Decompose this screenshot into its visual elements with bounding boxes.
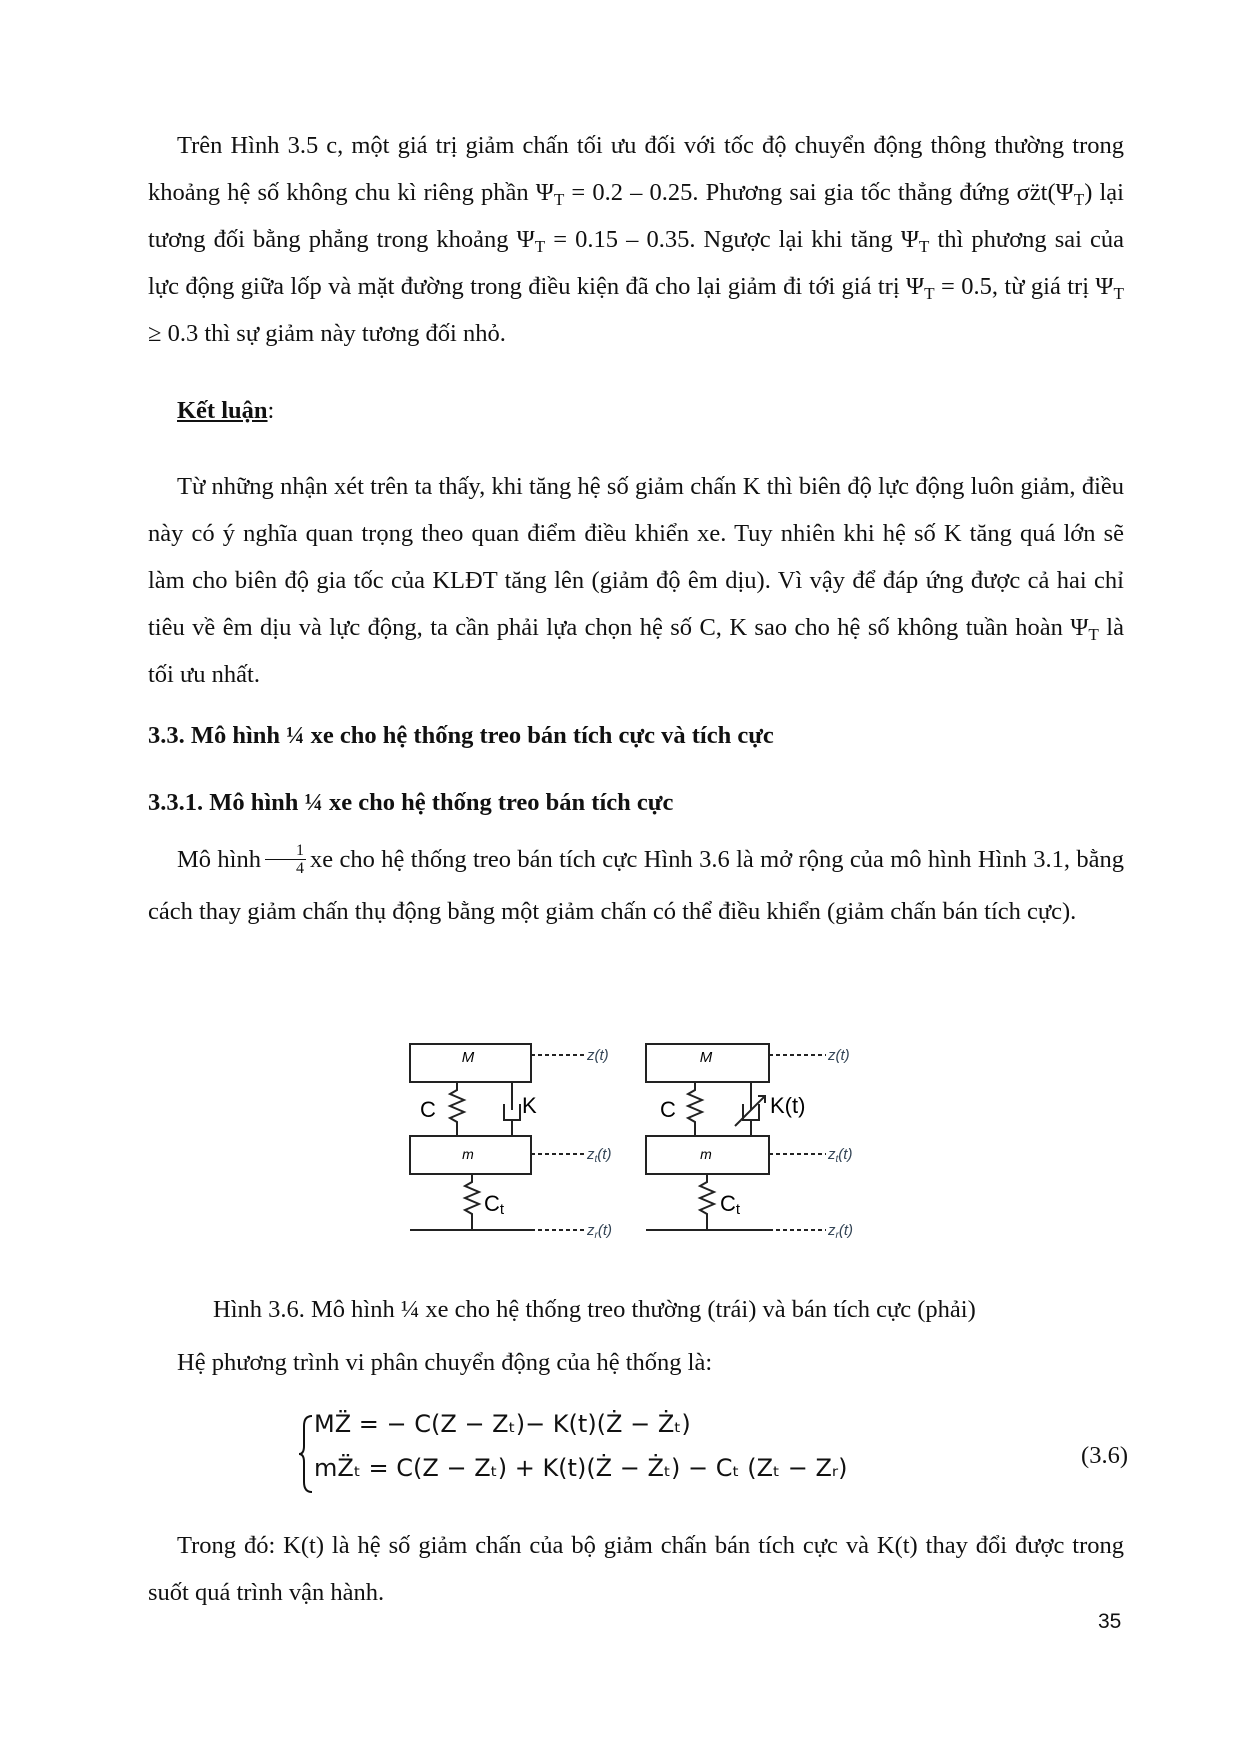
left-label-K: K <box>522 1093 537 1118</box>
equation-number: (3.6) <box>1081 1442 1128 1469</box>
equation-3-6 <box>298 1410 1128 1510</box>
section-heading-3-3-1: 3.3.1. Mô hình ¼ xe cho hệ thống treo bán tích cực <box>148 789 674 816</box>
right-label-z: z(t) <box>828 1047 850 1064</box>
paragraph-conclusion: Từ những nhận xét trên ta thấy, khi tăng hệ số giảm chấn K thì biên độ lực động luôn giảm, điều này có ý nghĩa quan trọng theo quan điểm điều khiển xe. Tuy nhiên khi hệ số K tăng quá lớn sẽ làm cho biên độ gia tốc của KLĐT tăng lên (giảm độ êm dịu). Vì vậy để đáp ứng được cả hai chỉ tiêu về êm dịu và lực động, ta cần phải lựa chọn hệ số C, K sao cho hệ số không tuần hoàn $\Psi_T$ là tối ưu nhất. <box>148 473 1124 688</box>
left-label-M: M <box>461 1049 475 1066</box>
left-label-zr: $z_r(t)$ <box>587 1222 613 1241</box>
figure-caption: Hình 3.6. Mô hình ¼ xe cho hệ thống treo thường (trái) và bán tích cực (phải) <box>213 1296 976 1323</box>
left-label-zt: $z_t(t)$ <box>587 1146 612 1165</box>
right-label-C: C <box>660 1097 676 1122</box>
right-label-zr: $z_r(t)$ <box>828 1222 854 1241</box>
equation-line-2: mZ̈ₜ = C(Z − Zₜ) + K(t)(Ż − Żₜ) − Cₜ (Zₜ − Zᵣ) <box>314 1454 848 1482</box>
right-label-Ct: Ct <box>720 1191 741 1218</box>
left-label-Ct: Ct <box>484 1191 505 1218</box>
paragraph-definition: Trong đó: K(t) là hệ số giảm chấn của bộ giảm chấn bán tích cực và K(t) thay đổi được trong suốt quá trình vận hành. <box>148 1532 1124 1606</box>
right-label-M: M <box>699 1049 713 1066</box>
page-number: 35 <box>1098 1610 1122 1633</box>
equation-line-1: MZ̈ = − C(Z − Zₜ)− K(t)(Ż − Żₜ) <box>314 1410 691 1438</box>
section-heading-3-3: 3.3. Mô hình ¼ xe cho hệ thống treo bán tích cực và tích cực <box>148 722 774 749</box>
right-label-K: K(t) <box>770 1093 806 1118</box>
paragraph-discussion: Trên Hình 3.5 c, một giá trị giảm chấn tối ưu đối với tốc độ chuyển động thông thường trong khoảng hệ số không chu kì riêng phần $\Psi_T = 0.2 - 0.25$. Phương sai gia tốc thẳng đứng $\sigma z̈t(\Psi_T)$ lại tương đối bằng phẳng trong khoảng $\Psi_T = 0.15 - 0.35$. Ngược lại khi tăng $\Psi_T$ thì phương sai của lực động giữa lốp và mặt đường trong điều kiện đã cho lại giảm đi tới giá trị $\Psi_T = 0.5$, từ giá trị $\Psi_T \ge 0.3$ thì sự giảm này tương đối nhỏ. <box>148 132 1125 347</box>
left-label-C: C <box>420 1097 436 1122</box>
right-tire-spring <box>700 1174 714 1230</box>
right-spring <box>688 1082 702 1136</box>
left-label-z: z(t) <box>587 1047 609 1064</box>
equation-brace <box>298 1414 314 1494</box>
right-label-zt: $z_t(t)$ <box>828 1146 853 1165</box>
paragraph-model: Mô hình $\frac{1}{4}$ xe cho hệ thống treo bán tích cực Hình 3.6 là mở rộng của mô hình Hình 3.1, bằng cách thay giảm chấn thụ động bằng một giảm chấn có thể điều khiển (giảm chấn bán tích cực). <box>148 841 1125 925</box>
quarter-car-figure <box>400 1030 870 1250</box>
right-label-m: m <box>700 1146 712 1162</box>
fraction-one-quarter: $\frac{1}{4}$ <box>265 842 306 877</box>
paragraph-equations-intro: Hệ phương trình vi phân chuyển động của hệ thống là: <box>177 1349 713 1376</box>
left-tire-spring <box>465 1174 479 1230</box>
left-spring <box>450 1082 464 1136</box>
conclusion-heading: Kết luận: <box>177 397 275 424</box>
left-label-m: m <box>462 1146 474 1162</box>
